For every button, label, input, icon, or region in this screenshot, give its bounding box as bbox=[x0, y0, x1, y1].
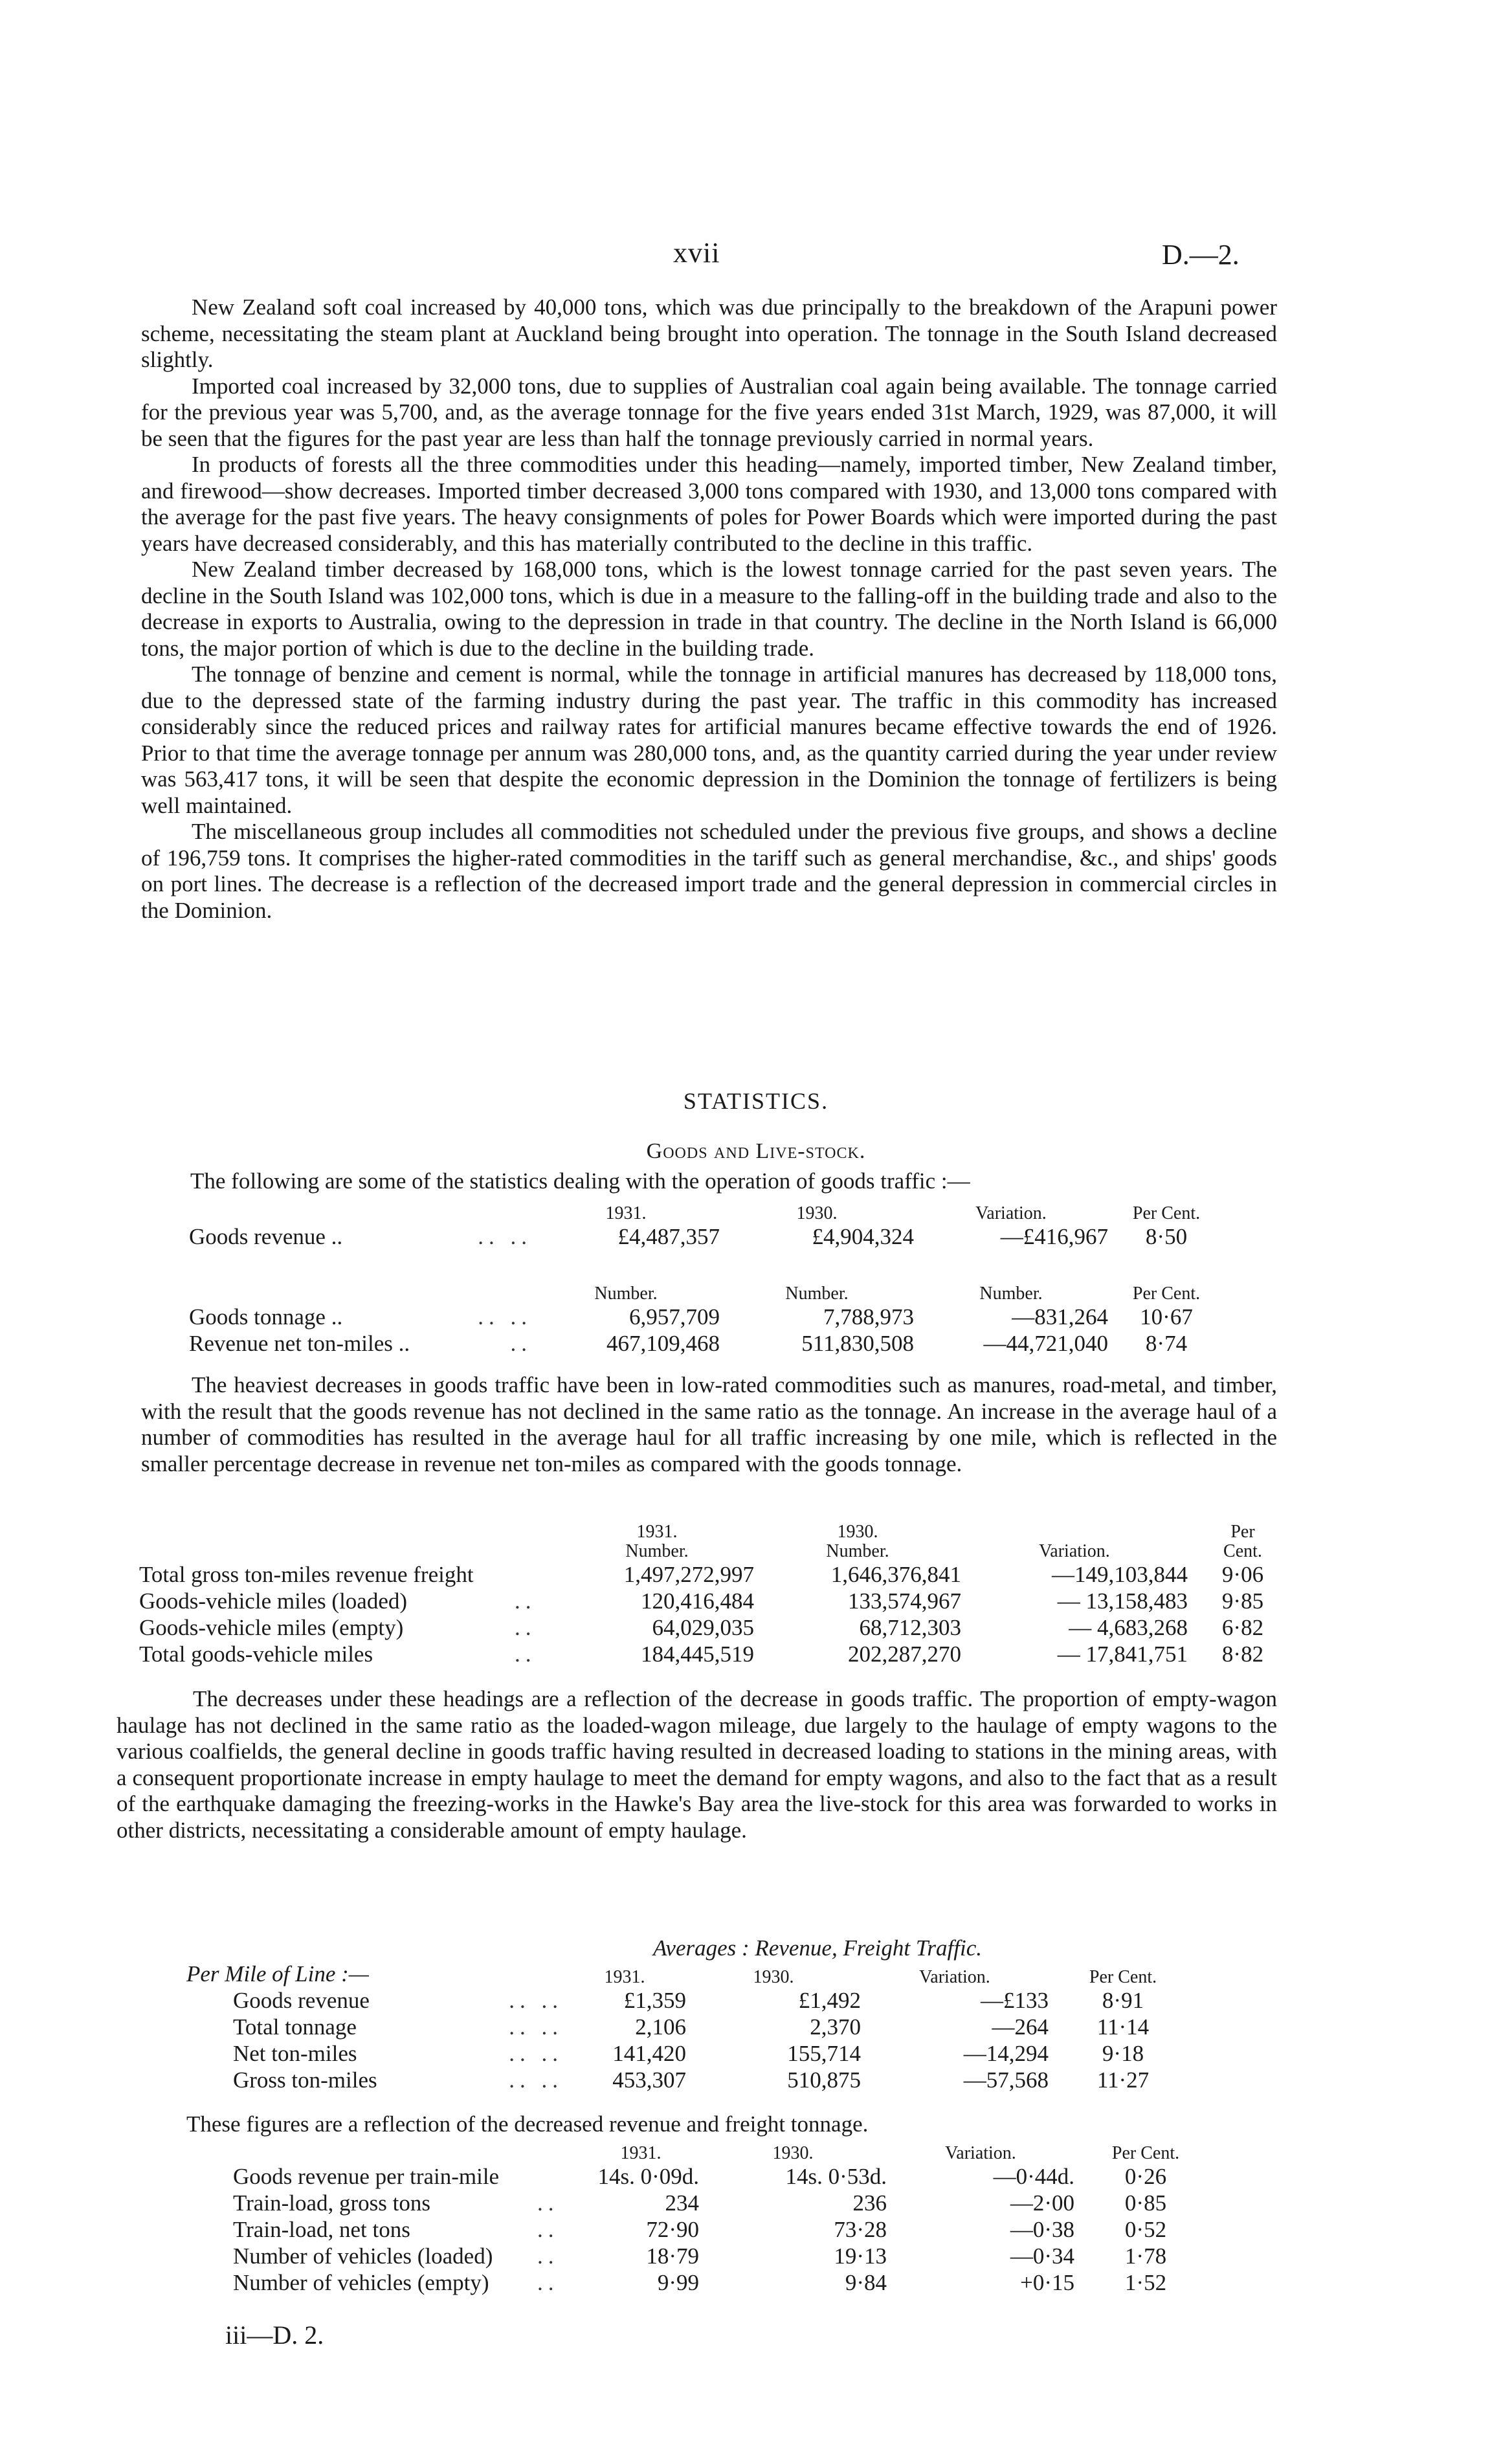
value-percent: 8·91 bbox=[1102, 1988, 1144, 2013]
row-label: Revenue net ton-miles .. bbox=[189, 1331, 410, 1356]
row-label: Train-load, gross tons bbox=[233, 2190, 430, 2216]
leader-dots: .. .. bbox=[509, 2014, 563, 2040]
row-label: Goods tonnage .. bbox=[189, 1304, 343, 1330]
value-1930: 133,574,967 bbox=[848, 1588, 961, 1614]
value-variation: —0·44d. bbox=[993, 2164, 1074, 2189]
per-mile-label: Per Mile of Line :— bbox=[186, 1961, 369, 1986]
row-label: Total gross ton-miles revenue freight bbox=[139, 1562, 474, 1587]
table-row bbox=[233, 2067, 1197, 2093]
value-variation: —831,264 bbox=[1012, 1304, 1108, 1330]
value-1930: 19·13 bbox=[834, 2243, 887, 2269]
col-1931: 1931. bbox=[604, 1967, 645, 1987]
per-mile-table bbox=[233, 1968, 1197, 2093]
value-1931: £1,359 bbox=[623, 1988, 686, 2013]
table-row bbox=[233, 2014, 1197, 2040]
value-1931: 234 bbox=[665, 2190, 699, 2216]
col-number-1931: Number. bbox=[625, 1541, 689, 1561]
leader-dots: .. bbox=[515, 1588, 537, 1614]
value-1930: 14s. 0·53d. bbox=[785, 2164, 887, 2189]
col-cent: Cent. bbox=[1223, 1541, 1262, 1561]
train-load-table bbox=[233, 2144, 1217, 2296]
col-variation: Variation. bbox=[1039, 1541, 1110, 1561]
averages-reflection: These figures are a reflection of the decreased revenue and freight tonnage. bbox=[186, 2111, 869, 2137]
col-percent: Per Cent. bbox=[1089, 1967, 1157, 1987]
paragraph-heaviest-decreases bbox=[141, 1372, 1277, 1477]
goods-revenue-table bbox=[189, 1204, 1225, 1250]
value-1930: £4,904,324 bbox=[812, 1224, 914, 1249]
value-1930: 202,287,270 bbox=[848, 1641, 961, 1667]
value-1931: 72·90 bbox=[646, 2217, 699, 2242]
col-variation: Variation. bbox=[975, 1203, 1047, 1223]
leader-dots: .. bbox=[537, 2243, 559, 2269]
table-row bbox=[189, 1223, 1225, 1250]
paragraph-benzine-manures: The tonnage of benzine and cement is normal, while the tonnage in artificial manures has decreased by 118,000 tons, due to the depressed state of the farming industry during the past year. The traffic in this commodity has increased considerably since the reduced prices and railway rates for artificial manures became effective towards the end of 1926. Prior to that time the average tonnage per annum was 280,000 tons, and, as the quantity carried during the year under review was 563,417 tons, it will be seen that despite the economic depression in the Dominion the tonnage of fertilizers is being well maintained. bbox=[141, 662, 1277, 818]
value-1931: 64,029,035 bbox=[652, 1615, 754, 1640]
value-1931: 18·79 bbox=[646, 2243, 699, 2269]
table-row bbox=[233, 2163, 1217, 2190]
value-1930: 9·84 bbox=[845, 2270, 887, 2295]
value-1931: 14s. 0·09d. bbox=[597, 2164, 699, 2189]
value-variation: — 17,841,751 bbox=[1057, 1641, 1188, 1667]
col-1931: 1931. bbox=[605, 1203, 647, 1223]
value-percent: 11·27 bbox=[1096, 2067, 1150, 2093]
table-row bbox=[139, 1588, 1298, 1614]
value-1931: £4,487,357 bbox=[617, 1224, 720, 1249]
value-variation: —£133 bbox=[981, 1988, 1049, 2013]
leader-dots bbox=[515, 1561, 560, 1588]
table-row bbox=[189, 1304, 1225, 1330]
paragraph-nz-timber: New Zealand timber decreased by 168,000 tons, which is the lowest tonnage carried for the past seven years. The decline in the South Island was 102,000 tons, which is due in a measure to the falling-off in the building trade and also to the decrease in exports to Australia, owing to the depression in trade in that country. The decline in the North Island is 66,000 tons, the major portion of which is due to the decline in the building trade. bbox=[141, 557, 1277, 661]
col-number-1930: Number. bbox=[826, 1541, 889, 1561]
row-label: Goods-vehicle miles (empty) bbox=[139, 1615, 404, 1640]
averages-title: Averages : Revenue, Freight Traffic. bbox=[652, 1935, 982, 1961]
leader-dots: .. .. bbox=[509, 2067, 563, 2093]
row-label: Gross ton-miles bbox=[233, 2067, 377, 2093]
value-percent: 0·26 bbox=[1124, 2164, 1167, 2189]
paragraph-forests: In products of forests all the three commodities under this heading—namely, imported timber, New Zealand timber, and firewood—show decreases. Imported timber decreased 3,000 tons compared with 1930, and 13,000 tons compared with the average for the past five years. The heavy consignments of poles for Power Boards which were imported during the past years have decreased considerably, and this has materially contributed to the decline in this traffic. bbox=[141, 452, 1277, 556]
paragraph-imported-coal: Imported coal increased by 32,000 tons, due to supplies of Australian coal again being available. The tonnage carried for the previous year was 5,700, and, as the average tonnage for the five years ended 31st March, 1929, was 87,000, it will be seen that the figures for the past year are less than half the tonnage previously carried in normal years. bbox=[141, 373, 1277, 451]
row-label: Goods revenue .. bbox=[189, 1224, 343, 1249]
value-percent: 10·67 bbox=[1140, 1304, 1193, 1330]
value-percent: 9·85 bbox=[1221, 1588, 1264, 1614]
value-1930: 2,370 bbox=[810, 2014, 861, 2040]
leader-dots: .. bbox=[537, 2270, 559, 2295]
col-1931: 1931. bbox=[620, 2143, 662, 2163]
row-label: Goods-vehicle miles (loaded) bbox=[139, 1588, 408, 1614]
table-row bbox=[189, 1330, 1225, 1357]
value-variation: —2·00 bbox=[1010, 2190, 1074, 2216]
body-text bbox=[141, 295, 1277, 924]
table-row bbox=[233, 2216, 1217, 2243]
value-percent: 8·50 bbox=[1145, 1224, 1188, 1249]
row-label: Goods revenue bbox=[233, 1988, 370, 2013]
value-variation: —44,721,040 bbox=[983, 1331, 1108, 1356]
value-1931: 184,445,519 bbox=[641, 1641, 754, 1667]
statistics-intro: The following are some of the statistics dealing with the operation of goods traffic :— bbox=[190, 1168, 970, 1194]
value-percent: 1·52 bbox=[1124, 2270, 1167, 2295]
paragraph-decreases-reflection bbox=[117, 1686, 1277, 1843]
leader-dots: .. .. bbox=[478, 1304, 532, 1330]
col-1930: 1930. bbox=[753, 1967, 794, 1987]
table-row bbox=[233, 2040, 1197, 2067]
col-variation: Variation. bbox=[919, 1967, 990, 1987]
value-1931: 6,957,709 bbox=[629, 1304, 720, 1330]
table-row bbox=[139, 1561, 1298, 1588]
col-percent: Per Cent. bbox=[1132, 1284, 1201, 1304]
value-variation: —149,103,844 bbox=[1052, 1562, 1188, 1587]
paragraph-text: The heaviest decreases in goods traffic have been in low-rated commodities such as manures, road-metal, and timber, with the result that the goods revenue has not declined in the same ratio as the tonnage. An increase in the average haul of a number of commodities has resulted in the average haul for all traffic increasing by one mile, which is reflected in the smaller percentage decrease in revenue net ton-miles as compared with the goods tonnage. bbox=[141, 1372, 1277, 1476]
col-variation: Variation. bbox=[945, 2143, 1016, 2163]
col-percent: Per Cent. bbox=[1132, 1203, 1201, 1223]
value-variation: — 13,158,483 bbox=[1057, 1588, 1188, 1614]
leader-dots: .. .. bbox=[509, 2041, 563, 2066]
col-per: Per bbox=[1230, 1522, 1255, 1542]
value-1930: 68,712,303 bbox=[859, 1615, 961, 1640]
section-subtitle: Goods and Live-stock. bbox=[646, 1139, 866, 1163]
value-1931: 2,106 bbox=[635, 2014, 686, 2040]
table-row bbox=[139, 1641, 1298, 1667]
value-variation: —0·38 bbox=[1010, 2217, 1074, 2242]
table-row bbox=[233, 2269, 1217, 2296]
paragraph-soft-coal: New Zealand soft coal increased by 40,000 tons, which was due principally to the breakdown of the Arapuni power scheme, necessitating the steam plant at Auckland being brought into operation. The tonnage in the South Island decreased slightly. bbox=[141, 295, 1277, 372]
row-label: Number of vehicles (empty) bbox=[233, 2270, 489, 2295]
table-row bbox=[139, 1614, 1298, 1641]
value-percent: 9·18 bbox=[1102, 2041, 1144, 2066]
leader-dots: .. bbox=[515, 1615, 537, 1640]
value-1931: 141,420 bbox=[612, 2041, 686, 2066]
row-label: Total tonnage bbox=[233, 2014, 357, 2040]
value-1931: 1,497,272,997 bbox=[623, 1562, 754, 1587]
leader-dots: .. bbox=[537, 2190, 559, 2216]
value-variation: —14,294 bbox=[963, 2041, 1049, 2066]
col-1930: 1930. bbox=[837, 1522, 878, 1542]
value-1930: £1,492 bbox=[798, 1988, 861, 2013]
value-variation: — 4,683,268 bbox=[1069, 1615, 1188, 1640]
value-1931: 453,307 bbox=[612, 2067, 686, 2093]
col-number-1930: Number. bbox=[785, 1284, 849, 1304]
value-variation: —£416,967 bbox=[1000, 1224, 1108, 1249]
value-1931: 120,416,484 bbox=[641, 1588, 754, 1614]
value-percent: 0·52 bbox=[1124, 2217, 1167, 2242]
value-1930: 1,646,376,841 bbox=[830, 1562, 961, 1587]
value-variation: +0·15 bbox=[1020, 2270, 1074, 2295]
row-label: Total goods-vehicle miles bbox=[139, 1641, 373, 1667]
footer-signature: iii—D. 2. bbox=[225, 2320, 324, 2350]
value-1931: 9·99 bbox=[657, 2270, 699, 2295]
value-variation: —57,568 bbox=[963, 2067, 1049, 2093]
value-percent: 11·14 bbox=[1096, 2014, 1150, 2040]
col-1930: 1930. bbox=[796, 1203, 838, 1223]
col-1930: 1930. bbox=[772, 2143, 814, 2163]
row-label: Number of vehicles (loaded) bbox=[233, 2243, 493, 2269]
value-1930: 511,830,508 bbox=[801, 1331, 914, 1356]
value-percent: 0·85 bbox=[1124, 2190, 1167, 2216]
leader-dots: .. .. bbox=[509, 1988, 563, 2013]
value-percent: 8·74 bbox=[1145, 1331, 1188, 1356]
row-label: Net ton-miles bbox=[233, 2041, 357, 2066]
leader-dots: .. bbox=[537, 2217, 559, 2242]
value-1930: 155,714 bbox=[787, 2041, 861, 2066]
leader-dots: .. .. bbox=[478, 1224, 532, 1249]
value-1930: 510,875 bbox=[787, 2067, 861, 2093]
leader-dots: .. bbox=[515, 1641, 537, 1667]
page-number: xvii bbox=[673, 237, 720, 269]
row-label: Goods revenue per train-mile bbox=[233, 2164, 500, 2189]
value-1930: 236 bbox=[852, 2190, 887, 2216]
goods-tonnage-table bbox=[189, 1284, 1225, 1357]
value-percent: 1·78 bbox=[1124, 2243, 1167, 2269]
col-number-variation: Number. bbox=[979, 1284, 1043, 1304]
value-1930: 7,788,973 bbox=[823, 1304, 914, 1330]
value-percent: 6·82 bbox=[1221, 1615, 1264, 1640]
value-variation: —0·34 bbox=[1010, 2243, 1074, 2269]
paragraph-miscellaneous: The miscellaneous group includes all commodities not scheduled under the previous five groups, and shows a decline of 196,759 tons. It comprises the higher-rated commodities in the tariff such as general merchandise, &c., and ships' goods on port lines. The decrease is a reflection of the decreased import trade and the general depression in commercial circles in the Dominion. bbox=[141, 819, 1277, 923]
table-row bbox=[233, 2190, 1217, 2216]
col-percent: Per Cent. bbox=[1111, 2143, 1180, 2163]
value-1931: 467,109,468 bbox=[606, 1331, 720, 1356]
value-percent: 8·82 bbox=[1221, 1641, 1264, 1667]
value-variation: —264 bbox=[992, 2014, 1049, 2040]
vehicle-miles-table bbox=[139, 1522, 1298, 1667]
leader-dots: .. bbox=[510, 1331, 532, 1356]
table-row bbox=[233, 2243, 1217, 2269]
value-percent: 9·06 bbox=[1221, 1562, 1264, 1587]
leader-dots bbox=[537, 2163, 583, 2190]
document-reference: D.—2. bbox=[1162, 239, 1240, 271]
col-number-1931: Number. bbox=[594, 1284, 658, 1304]
section-title: STATISTICS. bbox=[683, 1088, 829, 1114]
row-label: Train-load, net tons bbox=[233, 2217, 410, 2242]
table-row bbox=[233, 1987, 1197, 2014]
col-1931: 1931. bbox=[636, 1522, 678, 1542]
paragraph-text: The decreases under these headings are a reflection of the decrease in goods traffic. The proportion of empty-wagon haulage has not declined in the same ratio as the loaded-wagon mileage, due largely to the haulage of empty wagons to the various coalfields, the general decline in goods traffic having resulted in decreased loading to stations in the mining areas, with a consequent proportionate increase in empty haulage to meet the demand for empty wagons, and also to the fact that as a result of the earthquake damaging the freezing-works in the Hawke's Bay area the live-stock for this area was forwarded to works in other districts, necessitating a considerable amount of empty haulage. bbox=[117, 1686, 1277, 1843]
value-1930: 73·28 bbox=[834, 2217, 887, 2242]
